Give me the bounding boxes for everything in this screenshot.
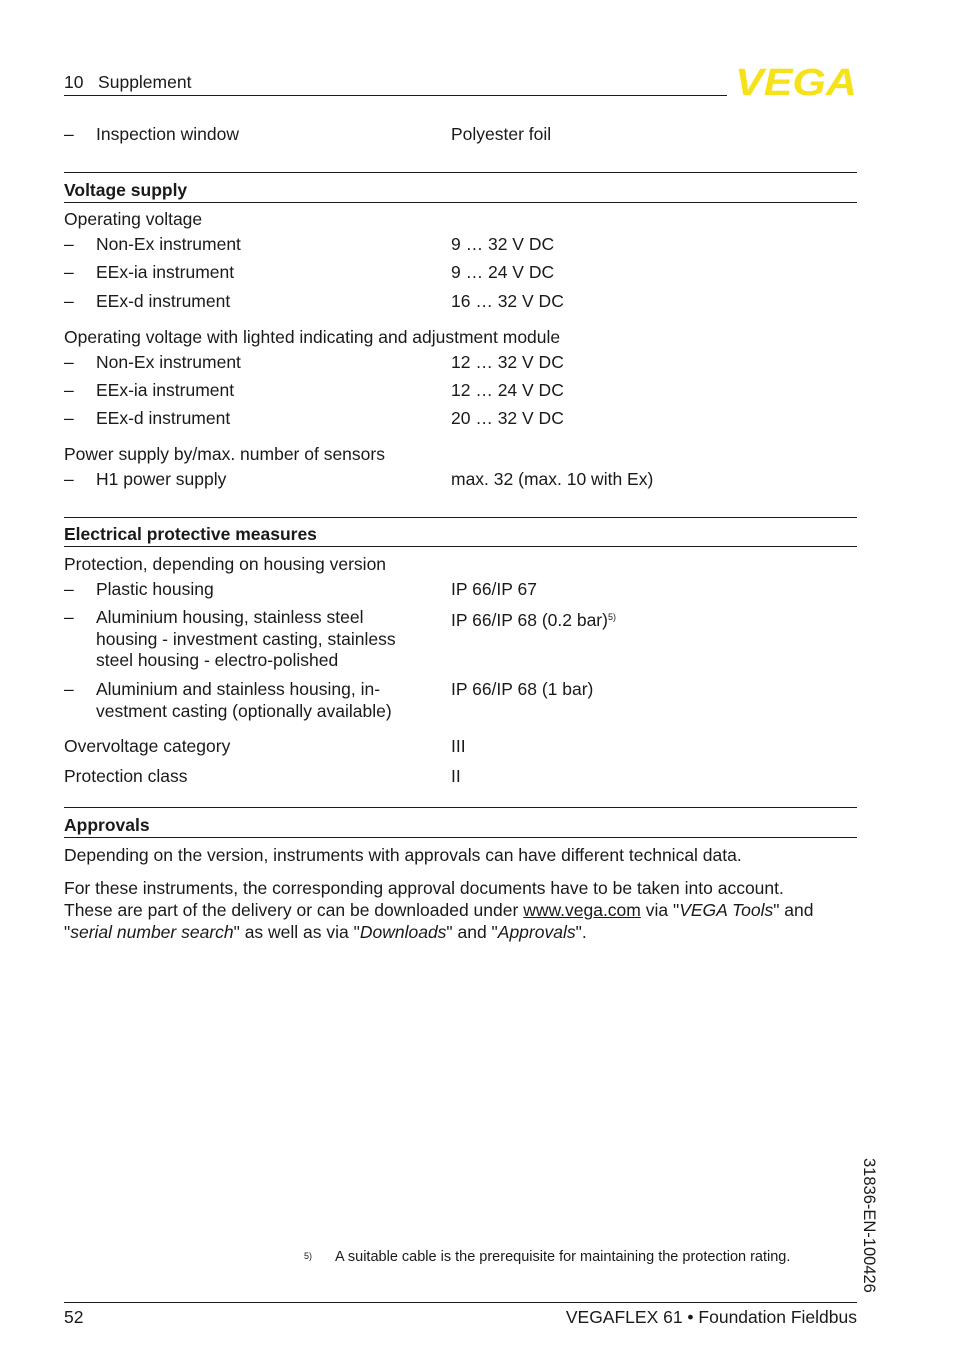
serial-number-search-term: serial number search (70, 922, 234, 942)
section-rule (64, 546, 857, 547)
section-rule (64, 837, 857, 838)
section-title-electrical: Electrical protective measures (64, 524, 317, 544)
text-run: " (64, 922, 71, 942)
vega-logo (735, 66, 857, 96)
downloads-term: Downloads (359, 922, 447, 942)
text-run: " and " (446, 922, 498, 942)
spec-label-line: vestment casting (optionally available) (96, 700, 392, 721)
protection-class-value: II (451, 766, 461, 786)
spec-value (451, 607, 616, 632)
spec-label-line: Aluminium housing, stainless steel (96, 607, 364, 627)
spec-value: 16 … 32 V DC (451, 291, 564, 311)
spec-label-multiline (96, 607, 396, 672)
footnote-text: A suitable cable is the prerequisite for maintaining the protection rating. (335, 1249, 791, 1265)
spec-label: EEx-d instrument (96, 408, 231, 428)
operating-voltage-label: Operating voltage (64, 209, 203, 229)
svg-text:VEGA: VEGA (735, 66, 857, 96)
dash-bullet: – (64, 469, 74, 489)
section-title-voltage: Voltage supply (64, 180, 188, 200)
header-rule (64, 95, 727, 96)
spec-label-line: steel housing - electro-polished (96, 650, 339, 670)
section-rule (64, 202, 857, 203)
spec-value: max. 32 (max. 10 with Ex) (451, 469, 654, 489)
dash-bullet: – (64, 352, 74, 372)
dash-bullet: – (64, 408, 74, 428)
lighted-voltage-label: Operating voltage with lighted indicating and adjustment module (64, 327, 561, 347)
dash-bullet: – (64, 607, 74, 627)
overvoltage-label: Overvoltage category (64, 736, 231, 756)
text-run: These are part of the delivery or can be downloaded under (64, 900, 524, 920)
section-rule (64, 807, 857, 808)
spec-label-line: housing - investment casting, stainless (96, 628, 396, 649)
section-header: 10 Supplement (64, 72, 192, 92)
document-number-text: 31836-EN-100426 (860, 1158, 878, 1293)
spec-value-text: IP 66/IP 68 (0.2 bar) (451, 610, 608, 630)
section-rule (64, 172, 857, 173)
dash-bullet: – (64, 124, 74, 144)
spec-value: IP 66/IP 67 (451, 579, 537, 599)
protection-label: Protection, depending on housing version (64, 554, 387, 574)
text-run: ". (575, 922, 587, 942)
text-run: via " (640, 900, 680, 920)
dash-bullet: – (64, 291, 74, 311)
protection-class-label: Protection class (64, 766, 188, 786)
spec-label: Plastic housing (96, 579, 214, 599)
paragraph-line: For these instruments, the corresponding approval documents have to be taken into account. (64, 878, 784, 898)
footer-rule (64, 1302, 857, 1303)
spec-value: 12 … 24 V DC (451, 380, 564, 400)
spec-label: Non-Ex instrument (96, 352, 241, 372)
inspection-window-label: Inspection window (96, 124, 239, 144)
section-title-approvals: Approvals (64, 815, 150, 835)
footnote-ref: 5) (607, 612, 616, 622)
vega-website-link[interactable]: www.vega.com (523, 900, 641, 920)
dash-bullet: – (64, 579, 74, 599)
approvals-paragraph-1: Depending on the version, instruments with approvals can have different technical data. (64, 845, 742, 865)
document-number (860, 1158, 900, 1308)
spec-label-multiline (96, 679, 392, 722)
dash-bullet: – (64, 679, 74, 699)
paragraph-line (64, 921, 854, 943)
footnote-mark: 5) (304, 1251, 313, 1261)
spec-value: 9 … 24 V DC (451, 262, 555, 282)
dash-bullet: – (64, 262, 74, 282)
dash-bullet: – (64, 380, 74, 400)
inspection-window-value: Polyester foil (451, 124, 552, 144)
spec-value: IP 66/IP 68 (1 bar) (451, 679, 594, 699)
spec-label: EEx-ia instrument (96, 380, 235, 400)
section-rule (64, 517, 857, 518)
spec-label-line: Aluminium and stainless housing, in- (96, 679, 381, 699)
page-number: 52 (64, 1307, 84, 1327)
overvoltage-value: III (451, 736, 466, 756)
spec-label: Non-Ex instrument (96, 234, 241, 254)
approvals-term: Approvals (497, 922, 576, 942)
text-run: " as well as via " (233, 922, 360, 942)
vega-tools-term: VEGA Tools (679, 900, 774, 920)
dash-bullet: – (64, 234, 74, 254)
spec-value: 9 … 32 V DC (451, 234, 555, 254)
spec-value: 20 … 32 V DC (451, 408, 564, 428)
spec-label: EEx-ia instrument (96, 262, 235, 282)
spec-label: H1 power supply (96, 469, 227, 489)
approvals-paragraph-2 (64, 877, 854, 943)
spec-value: 12 … 32 V DC (451, 352, 564, 372)
text-run: " and (773, 900, 814, 920)
spec-label: EEx-d instrument (96, 291, 231, 311)
product-name: VEGAFLEX 61 • Foundation Fieldbus (565, 1307, 857, 1327)
power-supply-label: Power supply by/max. number of sensors (64, 444, 385, 464)
paragraph-line (64, 899, 854, 921)
